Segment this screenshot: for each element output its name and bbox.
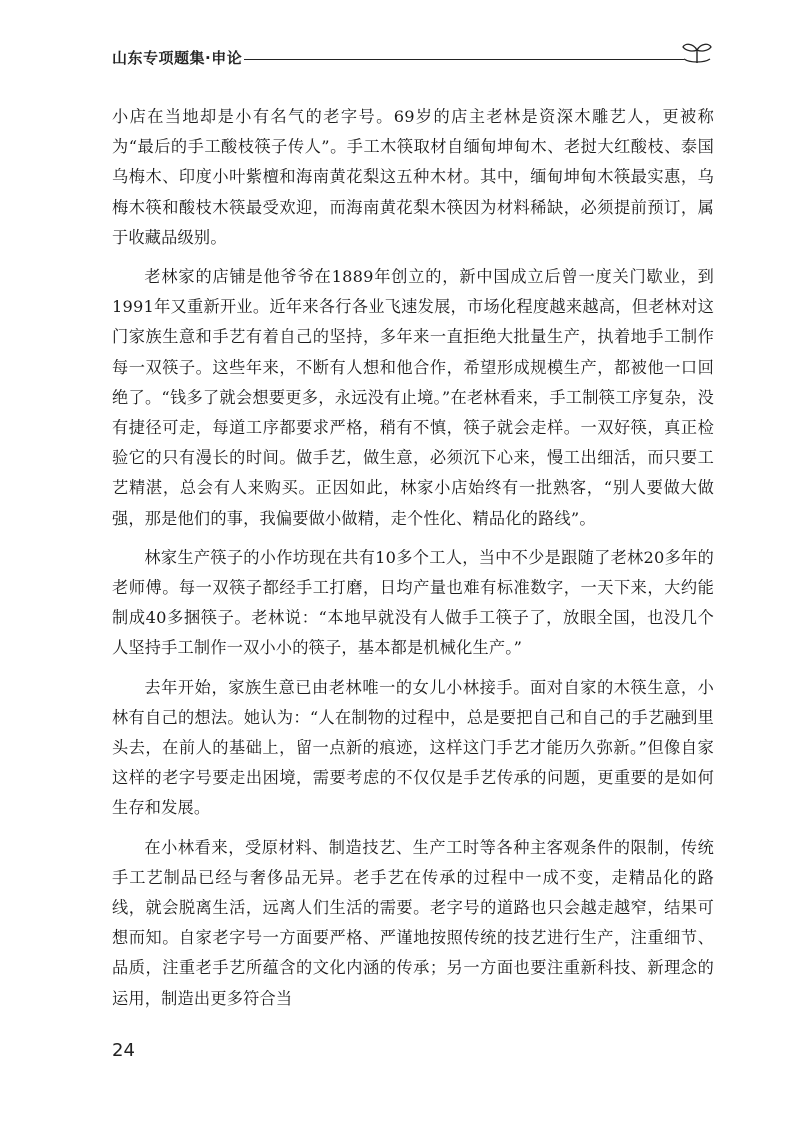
- article-body: [112, 102, 714, 1023]
- paragraph-5: 在小林看来，受原材料、制造技艺、生产工时等各种主客观条件的限制，传统手工艺制品已经与奢侈品无异。老手艺在传承的过程中一成不变，走精品化的路线，就会脱离生活，远离人们生活的需要。老字号的道路也只会越走越窄，结果可想而知。自家老字号一方面要严格、严谨地按照传统的技艺进行生产，注重细节、品质，注重老手艺所蕴含的文化内涵的传承；另一方面也要注重新科技、新理念的运用，制造出更多符合当: [112, 837, 714, 1008]
- page-number: 24: [112, 1040, 135, 1061]
- paragraph-1: 小店在当地却是小有名气的老字号。69岁的店主老林是资深木雕艺人，更被称为“最后的手工酸枝筷子传人”。手工木筷取材自缅甸坤甸木、老挝大红酸枝、泰国乌梅木、印度小叶紫檀和海南黄花梨这五种木材。其中，缅甸坤甸木筷最实惠，乌梅木筷和酸枝木筷最受欢迎，而海南黄花梨木筷因为材料稀缺，必须提前预订，属于收藏品级别。: [112, 107, 714, 247]
- sprout-icon: [680, 40, 714, 64]
- header-title: 山东专项题集·申论: [112, 49, 243, 67]
- paragraph-4: 去年开始，家族生意已由老林唯一的女儿小林接手。面对自家的木筷生意，小林有自己的想法。她认为：“人在制物的过程中，总是要把自己和自己的手艺融到里头去，在前人的基础上，留一点新的痕迹，这样这门手艺才能历久弥新。”但像自家这样的老字号要走出困境，需要考虑的不仅仅是手艺传承的问题，更重要的是如何生存和发展。: [112, 677, 714, 818]
- paragraph-3: 林家生产筷子的小作坊现在共有10多个工人，当中不少是跟随了老林20多年的老师傅。每一双筷子都经手工打磨，日均产量也难有标准数字，一天下来，大约能制成40多捆筷子。老林说：“本地早就没有人做手工筷子了，放眼全国，也没几个人坚持手工制作一双小小的筷子，基本都是机械化生产。”: [112, 547, 714, 658]
- header-rule: [244, 59, 684, 60]
- paragraph-2: 老林家的店铺是他爷爷在1889年创立的，新中国成立后曾一度关门歇业，到1991年又重新开业。近年来各行各业飞速发展，市场化程度越来越高，但老林对这门家族生意和手艺有着自己的坚持，多年来一直拒绝大批量生产，执着地手工制作每一双筷子。这些年来，不断有人想和他合作，希望形成规模生产，都被他一口回绝了。“钱多了就会想要更多，永远没有止境。”在老林看来，手工制筷工序复杂，没有捷径可走，每道工序都要求严格，稍有不慎，筷子就会走样。一双好筷，真正检验它的只有漫长的时间。做手艺，做生意，必须沉下心来，慢工出细活，而只要工艺精湛，总会有人来购买。正因如此，林家小店始终有一批熟客，“别人要做大做强，那是他们的事，我偏要做小做精，走个性化、精品化的路线”。: [112, 267, 714, 528]
- running-header: [112, 40, 712, 70]
